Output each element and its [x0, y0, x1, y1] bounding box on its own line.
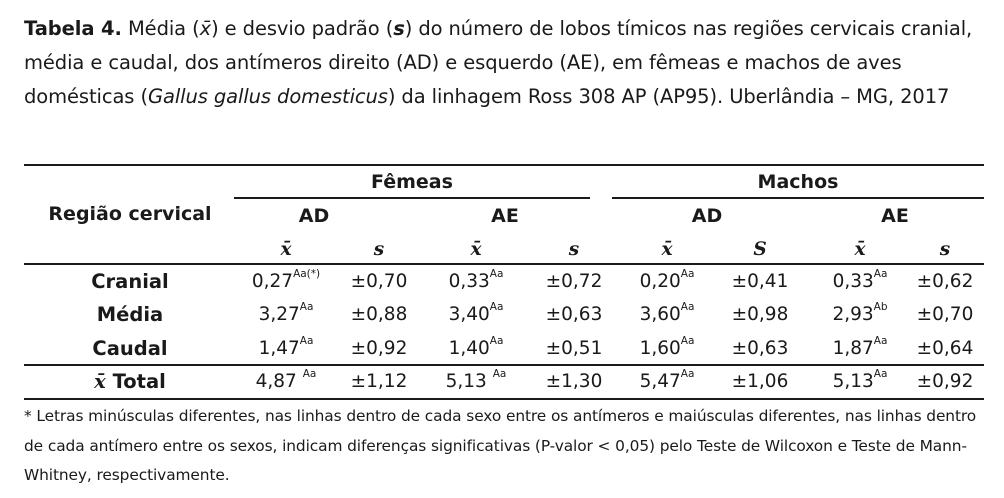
cell-significance-letters: Aa(*) — [293, 267, 321, 280]
cell-value: 0,33 — [832, 271, 874, 292]
cell-significance-letters: Aa — [489, 267, 504, 280]
stat-header-2: x̄ — [470, 239, 482, 260]
cell-value: ±0,70 — [350, 271, 408, 292]
cell-value: ±0,63 — [545, 304, 603, 325]
row-label-text: Cranial — [91, 270, 169, 293]
cell-value: ±0,72 — [545, 271, 603, 292]
stat-header-3: s — [568, 239, 580, 260]
cell-significance-letters: Aa — [489, 334, 504, 347]
header-bottom-rule — [24, 263, 984, 265]
sub-header-ae-femeas: AE — [491, 205, 519, 227]
caption-text-1: Média ( — [121, 17, 200, 40]
total-rule — [24, 364, 984, 366]
cell-value: 1,87 — [832, 338, 874, 359]
table-cell — [421, 300, 531, 327]
table-cell — [705, 270, 815, 294]
row-label-text: Caudal — [92, 337, 168, 360]
cell-value: ±0,92 — [916, 371, 974, 392]
table-cell — [890, 337, 1000, 361]
row-label — [30, 270, 230, 294]
table-footnote: * Letras minúsculas diferentes, nas linhas dentro de cada sexo entre os antímeros e maiúsculas diferentes, nas linhas dentro de cada antímero entre os sexos, indicam diferenças significativas (P-valor < 0,05) pelo Teste de Wilcoxon e Teste de Mann-Whitney, respectivamente. — [24, 407, 977, 484]
table-cell — [324, 337, 434, 361]
cell-value: 3,40 — [448, 304, 490, 325]
table-cell — [324, 270, 434, 294]
caption-lead: Tabela 4. — [24, 17, 122, 40]
cell-significance-letters: Aa — [302, 367, 317, 380]
row-label-text: Média — [96, 303, 164, 326]
cell-significance-letters: Aa — [680, 334, 695, 347]
table-cell — [705, 303, 815, 327]
cell-value: 4,87 — [255, 371, 303, 392]
cell-value: 3,60 — [639, 304, 681, 325]
cell-value: ±0,88 — [350, 304, 408, 325]
table-cell — [324, 303, 434, 327]
caption-species: Gallus gallus domesticus — [147, 85, 388, 108]
sub-header-ad-femeas: AD — [298, 205, 330, 227]
table-cell — [705, 337, 815, 361]
cell-value: 0,33 — [448, 271, 490, 292]
cell-significance-letters: Aa — [873, 334, 888, 347]
table-cell — [421, 367, 531, 394]
cell-significance-letters: Aa — [680, 267, 695, 280]
stat-header-7: s — [939, 239, 951, 260]
cell-value: ±0,64 — [916, 338, 974, 359]
cell-value: ±0,92 — [350, 338, 408, 359]
cell-value: ±0,41 — [731, 271, 789, 292]
stat-header-1: s — [373, 239, 385, 260]
table-cell — [421, 334, 531, 361]
cell-value: 5,13 — [445, 371, 493, 392]
table-cell — [705, 370, 815, 394]
stat-header-6: x̄ — [854, 239, 866, 260]
cell-value: 0,20 — [639, 271, 681, 292]
cell-significance-letters: Ab — [873, 300, 888, 313]
row-label-symbol: x̄ — [94, 370, 106, 393]
caption-text-2: ) e desvio padrão ( — [211, 17, 394, 40]
cell-significance-letters: Aa — [489, 300, 504, 313]
cell-significance-letters: Aa — [680, 300, 695, 313]
cell-significance-letters: Aa — [873, 267, 888, 280]
cell-significance-letters: Aa — [299, 300, 314, 313]
cell-significance-letters: Aa — [492, 367, 507, 380]
cell-significance-letters: Aa — [299, 334, 314, 347]
cell-value: 3,27 — [258, 304, 300, 325]
sub-header-ae-machos: AE — [881, 205, 909, 227]
row-label — [30, 303, 230, 327]
table-top-rule — [24, 164, 984, 166]
cell-value: 1,40 — [448, 338, 490, 359]
cell-value: ±0,63 — [731, 338, 789, 359]
femeas-underline — [234, 197, 590, 199]
cell-value: 0,27 — [251, 271, 294, 292]
cell-significance-letters: Aa — [680, 367, 695, 380]
table-cell — [324, 370, 434, 394]
cell-value: ±0,70 — [916, 304, 974, 325]
row-label-text: Total — [105, 370, 166, 393]
cell-value: ±0,62 — [916, 271, 974, 292]
table-cell — [890, 270, 1000, 294]
stat-header-5: S — [753, 239, 767, 260]
caption-xbar: x̄ — [199, 17, 212, 40]
row-label-header: Região cervical — [48, 203, 212, 225]
cell-value: 2,93 — [832, 304, 874, 325]
cell-value: ±1,06 — [731, 371, 789, 392]
stat-header-0: x̄ — [280, 239, 292, 260]
machos-underline — [612, 197, 984, 199]
caption-text-4: ) da linhagem Ross 308 AP (AP95). Uberlândia – MG, 2017 — [387, 85, 950, 108]
cell-value: 5,13 — [832, 371, 874, 392]
table-caption — [24, 12, 986, 114]
cell-value: 1,47 — [258, 338, 300, 359]
table-cell — [421, 267, 531, 294]
row-label — [30, 370, 230, 394]
stat-header-4: x̄ — [661, 239, 673, 260]
table-bottom-rule — [24, 398, 984, 400]
caption-text-3: ) do número de lobos tímicos nas regiões cervicais cranial, média e caudal, dos antímeros direito (AD) e esquerdo (AE), em fêmeas e machos de aves domésticas ( — [24, 17, 973, 108]
group-header-machos: Machos — [757, 171, 839, 193]
cell-value: 1,60 — [639, 338, 681, 359]
row-label — [30, 337, 230, 361]
cell-value: ±1,12 — [350, 371, 408, 392]
cell-value: ±0,98 — [731, 304, 789, 325]
sub-header-ad-machos: AD — [691, 205, 723, 227]
cell-value: ±1,30 — [545, 371, 603, 392]
cell-significance-letters: Aa — [873, 367, 888, 380]
cell-value: ±0,51 — [545, 338, 603, 359]
table-cell — [890, 303, 1000, 327]
group-header-femeas: Fêmeas — [371, 171, 453, 193]
table-cell — [890, 370, 1000, 394]
caption-s: s — [393, 17, 405, 40]
cell-value: 5,47 — [639, 371, 681, 392]
